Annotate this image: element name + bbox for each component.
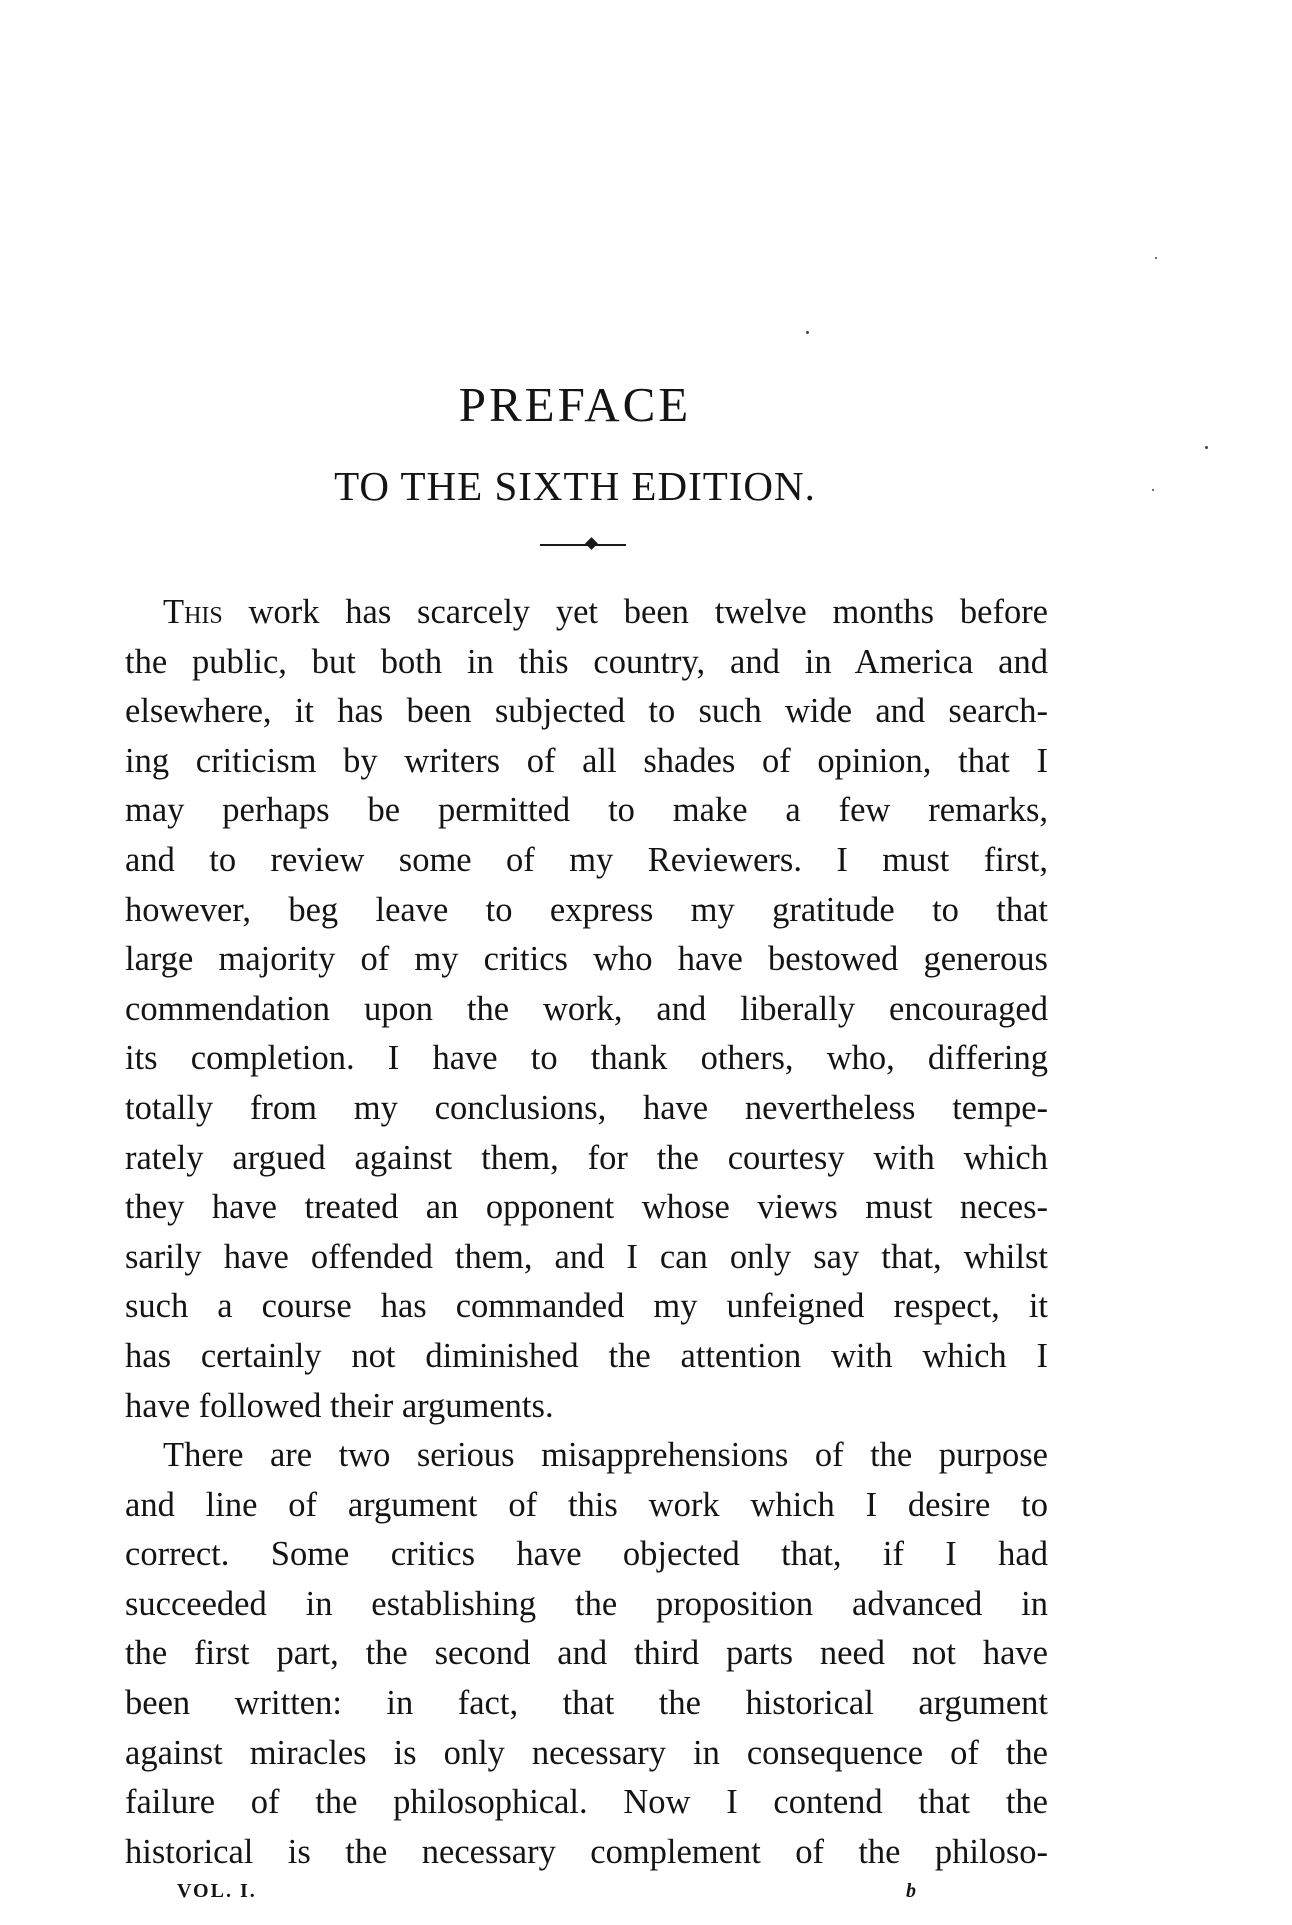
text-line: totally from my conclusions, have nevertheless tempe- — [125, 1088, 1048, 1127]
text-line: succeeded in establishing the proposition advanced in — [125, 1584, 1048, 1623]
text-line: its completion. I have to thank others, who, differing — [125, 1039, 1048, 1078]
scan-speck — [806, 331, 809, 334]
text-line: against miracles is only necessary in consequence of the — [125, 1733, 1048, 1772]
page-title: PREFACE — [458, 377, 692, 432]
text-line: the public, but both in this country, and in America and — [125, 642, 1048, 681]
text-line: correct. Some critics have objected that, if I had — [125, 1535, 1048, 1574]
scan-speck — [1205, 446, 1208, 449]
text-line: large majority of my critics who have bestowed generous — [125, 940, 1048, 979]
text-line: sarily have offended them, and I can only say that, whilst — [125, 1237, 1048, 1276]
text-line: commendation upon the work, and liberally encouraged — [125, 989, 1048, 1028]
text-line: may perhaps be permitted to make a few remarks, — [125, 791, 1048, 830]
scan-speck — [1155, 257, 1157, 259]
text-line: ing criticism by writers of all shades of opinion, that I — [125, 741, 1048, 780]
paragraph-2 — [125, 1431, 1048, 1877]
volume-marker: VOL. I. — [177, 1880, 257, 1902]
rule-diamond-ornament — [585, 537, 598, 550]
text-line: rately argued against them, for the courtesy with which — [125, 1138, 1048, 1177]
text-line: have followed their arguments. — [125, 1386, 554, 1425]
scan-speck — [1152, 489, 1154, 491]
lead-word-smallcaps: This — [163, 593, 223, 631]
text-line: the first part, the second and third parts need not have — [125, 1634, 1048, 1673]
ornamental-rule — [540, 544, 626, 546]
page-subtitle: TO THE SIXTH EDITION. — [334, 463, 816, 509]
text-line: This work has scarcely yet been twelve months before — [163, 593, 1048, 631]
signature-mark: b — [906, 1880, 916, 1902]
text-line: and to review some of my Reviewers. I must first, — [125, 840, 1048, 879]
text-line: There are two serious misapprehensions of the purpose — [163, 1436, 1048, 1475]
page-footer — [125, 1880, 1048, 1910]
text-line: however, beg leave to express my gratitude to that — [125, 890, 1048, 929]
text-line: historical is the necessary complement of the philoso- — [125, 1832, 1048, 1871]
paragraph-1 — [125, 588, 1048, 1431]
text-line: has certainly not diminished the attention with which I — [125, 1336, 1048, 1375]
text-line: been written: in fact, that the historical argument — [125, 1684, 1048, 1723]
body-text — [125, 588, 1048, 1877]
text-line: they have treated an opponent whose views must neces- — [125, 1188, 1048, 1227]
text-line: and line of argument of this work which I desire to — [125, 1485, 1048, 1524]
text-line: such a course has commanded my unfeigned respect, it — [125, 1287, 1048, 1326]
text-line: elsewhere, it has been subjected to such wide and search- — [125, 692, 1048, 731]
text-line: failure of the philosophical. Now I contend that the — [125, 1783, 1048, 1822]
